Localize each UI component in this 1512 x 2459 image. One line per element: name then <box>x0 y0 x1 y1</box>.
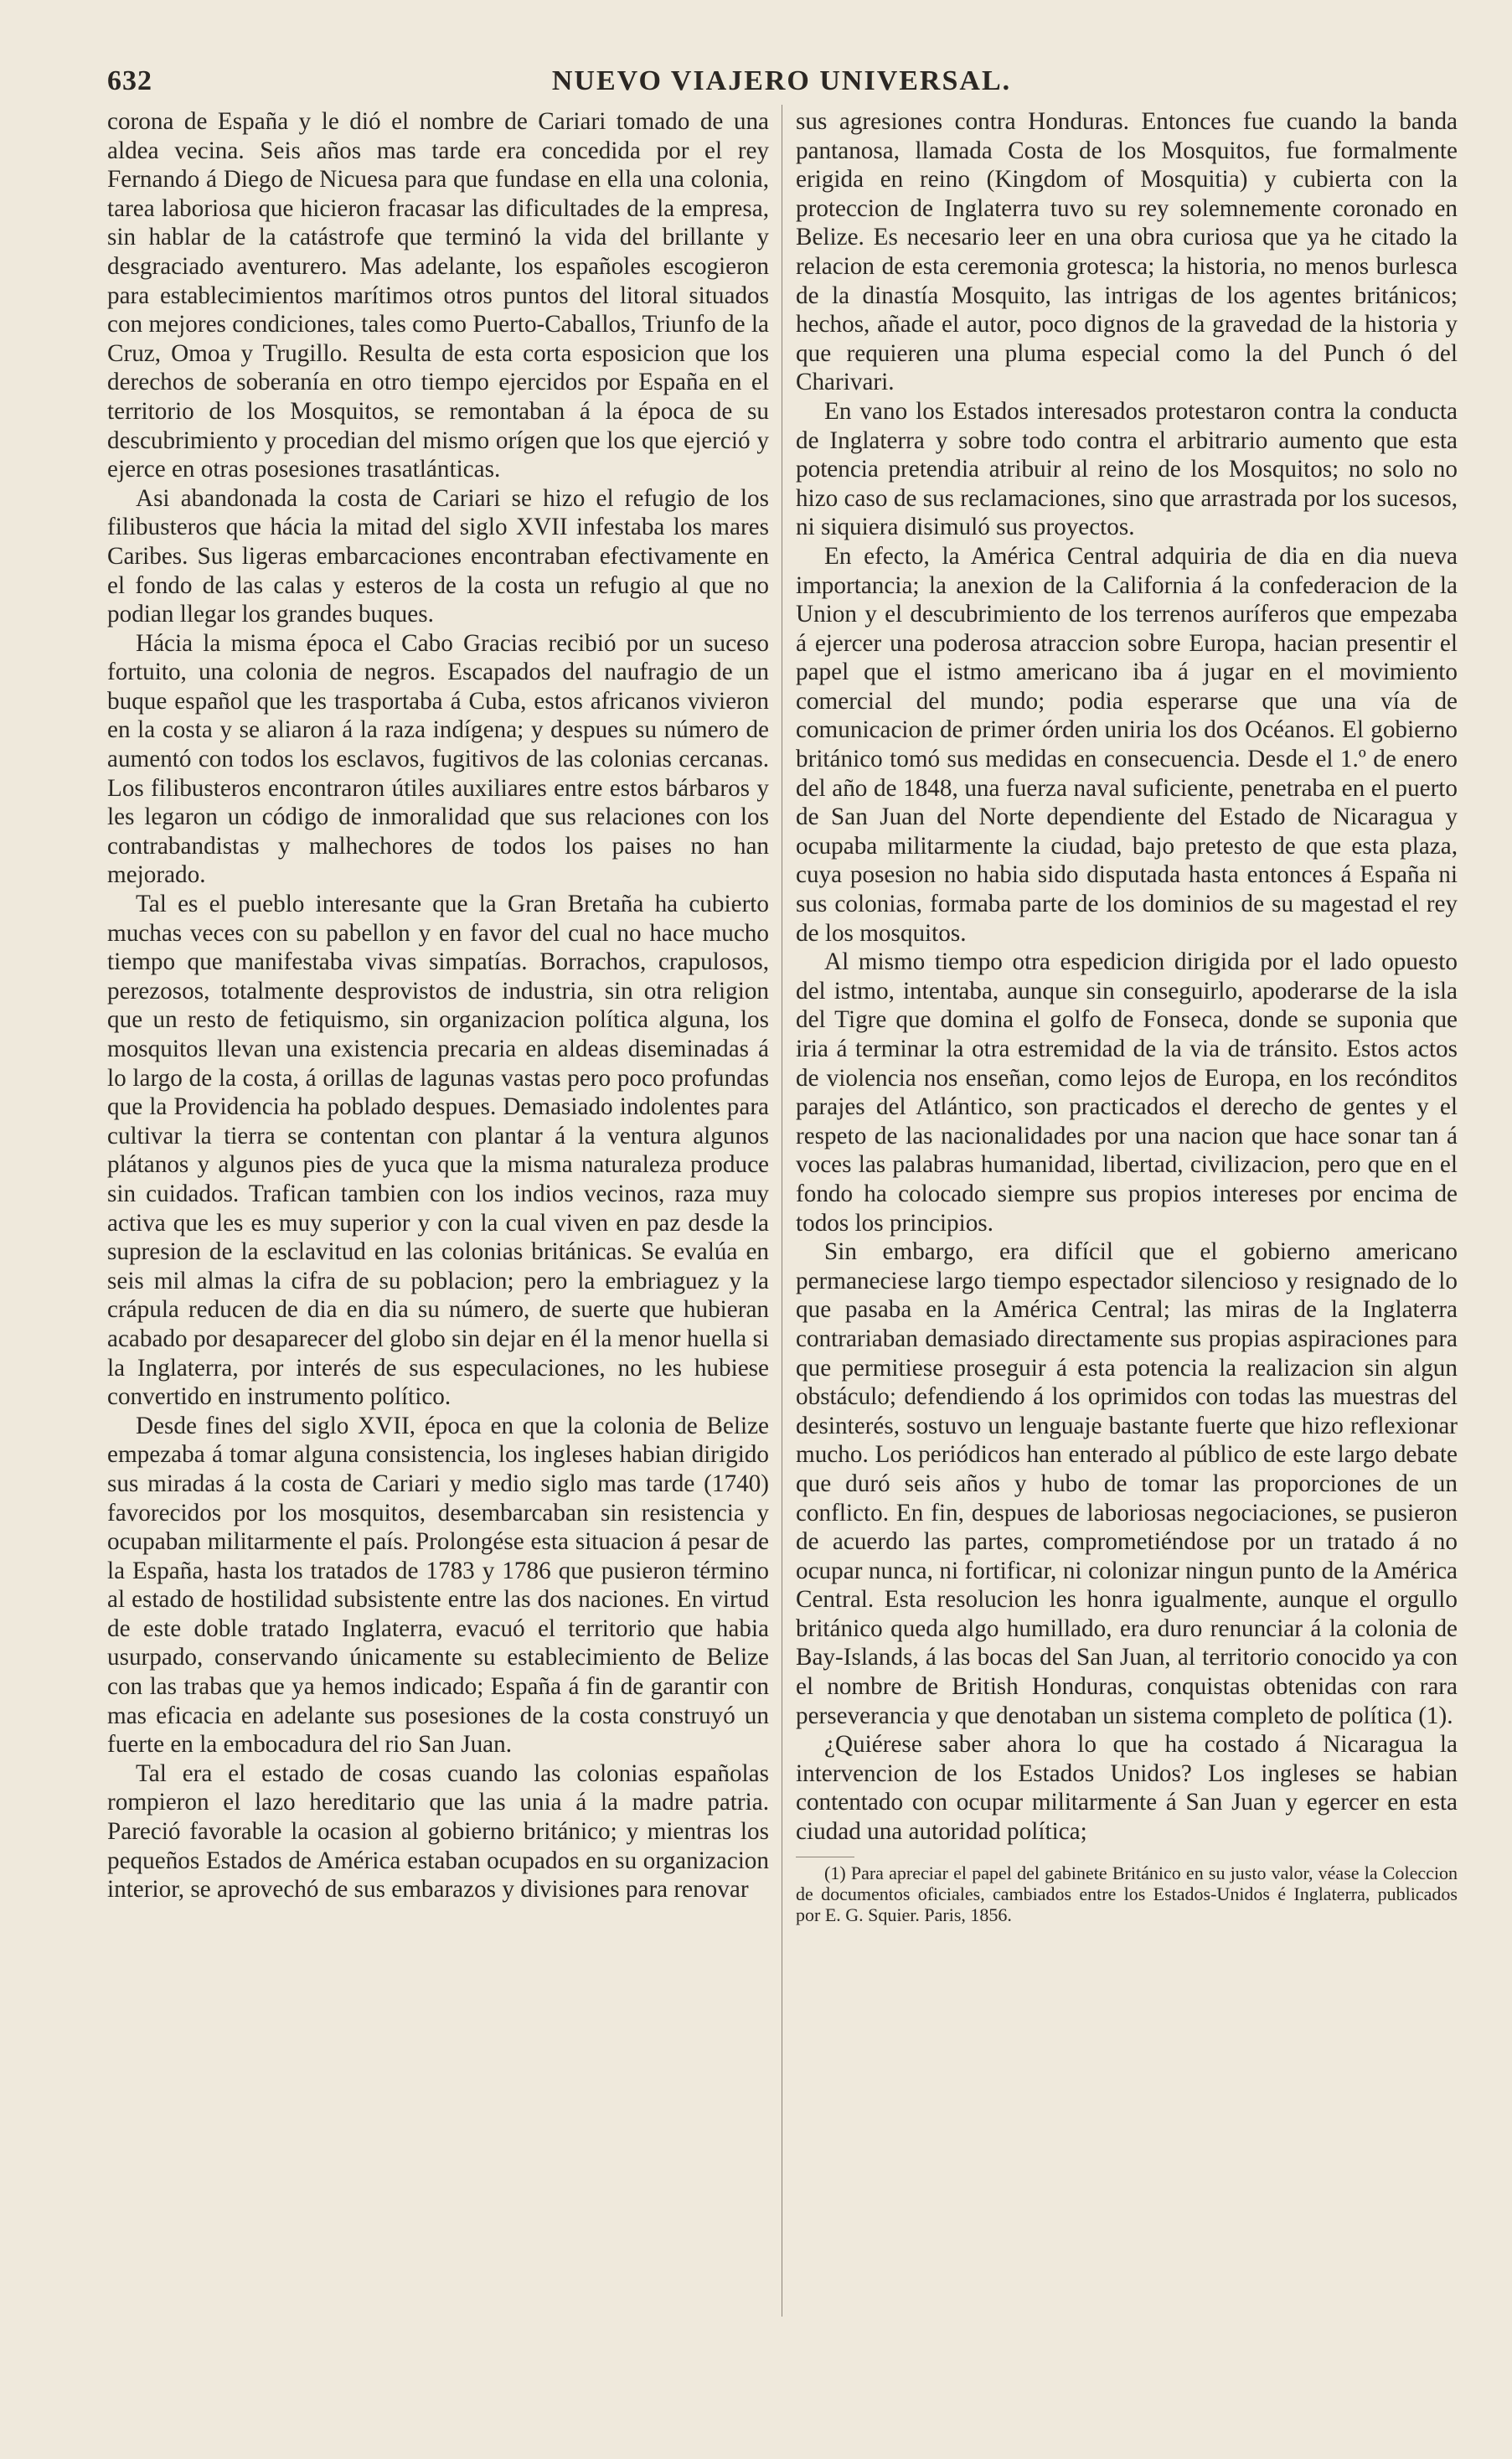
paragraph: En efecto, la América Central adquiria de dia en dia nueva importancia; la anexion de la California á la confederacion de la Union y el descubrimiento de los terrenos auríferos que empezaba á ejercer una poderosa atraccion sobre Europa, hacian presentir el papel que el istmo americano iba á jugar en el movimiento comercial del mundo; podia esperarse que una vía de comunicacion de primer órden uniria los dos Océanos. El gobierno británico tomó sus medidas en consecuencia. Desde el 1.º de enero del año de 1848, una fuerza naval suficiente, penetraba en el puerto de San Juan del Norte dependiente del Estado de Nicaragua y ocupaba militarmente la ciudad, bajo pretesto de que esta plaza, cuya posesion no habia sido disputada hasta entonces á España ni sus colonias, formaba parte de los dominios de su magestad el rey de los mosquitos. <box>796 542 1458 947</box>
paragraph: sus agresiones contra Honduras. Entonces fue cuando la banda pantanosa, llamada Costa de los Mosquitos, fue formalmente erigida en reino (Kingdom of Mosquitia) y cubierta con la proteccion de Inglaterra tuvo su rey solemnemente coronado en Belize. Es necesario leer en una obra curiosa que ya he citado la relacion de esta ceremonia grotesca; la historia, no menos burlesca de la dinastía Mosquito, las intrigas de los agentes británicos; hechos, añade el autor, poco dignos de la gravedad de la historia y que requieren una pluma especial como la del Punch ó del Charivari. <box>796 108 1458 396</box>
page-header <box>107 65 1456 102</box>
paragraph: ¿Quiérese saber ahora lo que ha costado á Nicaragua la intervencion de los Estados Unidos? Los ingleses se habian contentado con ocupar militarmente á San Juan y egercer en esta ciudad una autoridad política; <box>796 1731 1458 1846</box>
running-title: NUEVO VIAJERO UNIVERSAL. <box>551 65 1012 96</box>
paragraph: Tal es el pueblo interesante que la Gran Bretaña ha cubierto muchas veces con su pabellon y en favor del cual no hace mucho tiempo que manifestaba vivas simpatías. Borrachos, crapulosos, perezosos, totalmente desprovistos de industria, sin otra religion que un resto de fetiquismo, sin organizacion política alguna, los mosquitos llevan una existencia precaria en aldeas diseminadas á lo largo de la costa, á orillas de lagunas vastas pero poco profundas que la Providencia ha poblado despues. Demasiado indolentes para cultivar la tierra se contentan con plantar á la ventura algunos plátanos y algunos pies de yuca que la misma naturaleza produce sin cuidados. Trafican tambien con los indios vecinos, raza muy activa que les es muy superior y con la cual viven en paz desde la supresion de la esclavitud en las colonias británicas. Se evalúa en seis mil almas la cifra de su poblacion; pero la embriaguez y la crápula reducen de dia en dia su número, de suerte que hubieran acabado por desaparecer del globo sin dejar en él la menor huella si la Inglaterra, por interés de sus especulaciones, no les hubiese convertido en instrumento político. <box>107 891 769 1411</box>
footnote: (1) Para apreciar el papel del gabinete Británico en su justo valor, véase la Coleccion de documentos oficiales, cambiados entre los Estados-Unidos é Inglaterra, publicados por E. G. Squier. Paris, 1856. <box>796 1862 1458 1925</box>
paragraph: Tal era el estado de cosas cuando las colonias españolas rompieron el lazo hereditario que las unia á la madre patria. Pareció favorable la ocasion al gobierno británico; y mientras los pequeños Estados de América estaban ocupados en su organizacion interior, se aprovechó de sus embarazos y divisiones para renovar <box>107 1759 769 1904</box>
paragraph: Al mismo tiempo otra espedicion dirigida por el lado opuesto del istmo, intentaba, aunque sin conseguirlo, apoderarse de la isla del Tigre que domina el golfo de Fonseca, donde se suponia que iria á terminar la otra estremidad de la via de tránsito. Estos actos de violencia nos enseñan, como lejos de Europa, en los recónditos parajes del Atlántico, son practicados el derecho de gentes y el respeto de las nacionalidades por una nacion que hace sonar tan á voces las palabras humanidad, libertad, civilizacion, pero que en el fondo ha colocado siempre sus propios intereses por encima de todos los principios. <box>796 948 1458 1237</box>
paragraph: En vano los Estados interesados protestaron contra la conducta de Inglaterra y sobre todo contra el arbitrario aumento que esta potencia pretendia atribuir al reino de los Mosquitos; no solo no hizo caso de sus reclamaciones, sino que arrastrada por los sucesos, ni siquiera disimuló sus proyectos. <box>796 397 1458 541</box>
paragraph: Desde fines del siglo XVII, época en que la colonia de Belize empezaba á tomar alguna consistencia, los ingleses habian dirigido sus miradas á la costa de Cariari y medio siglo mas tarde (1740) favorecidos por los mosquitos, desembarcaban sin resistencia y ocupaban militarmente el país. Prolongése esta situacion á pesar de la España, hasta los tratados de 1783 y 1786 que pusieron término al estado de hostilidad subsistente entre las dos naciones. En virtud de este doble tratado Inglaterra, evacuó el territorio que habia usurpado, conservando únicamente su establecimiento de Belize con las trabas que ya hemos indicado; España á fin de garantir con mas eficacia en adelante sus posesiones de la costa construyó un fuerte en la embocadura del rio San Juan. <box>107 1412 769 1759</box>
paragraph: corona de España y le dió el nombre de Cariari tomado de una aldea vecina. Seis años mas tarde era concedida por el rey Fernando á Diego de Nicuesa para que fundase en ella una colonia, tarea laboriosa que hicieron fracasar las dificultades de la empresa, sin hablar de la catástrofe que terminó la vida del brillante y desgraciado aventurero. Mas adelante, los españoles escogieron para establecimientos marítimos otros puntos del litoral situados con mejores condiciones, tales como Puerto-Caballos, Triunfo de la Cruz, Omoa y Trugillo. Resulta de esta corta esposicion que los derechos de soberanía en otro tiempo ejercidos por España en el territorio de los Mosquitos, se remontaban á la época de su descubrimiento y procedian del mismo orígen que los que ejerció y ejerce en otras posesiones trasatlánticas. <box>107 108 769 483</box>
right-column <box>796 107 1458 2445</box>
page-number: 632 <box>107 65 152 96</box>
paragraph: Asi abandonada la costa de Cariari se hizo el refugio de los filibusteros que hácia la mitad del siglo XVII infestaba los mares Caribes. Sus ligeras embarcaciones encontraban efectivamente en el fondo de las calas y esteros de la costa un refugio al que no podian llegar los grandes buques. <box>107 484 769 628</box>
paragraph: Sin embargo, era difícil que el gobierno americano permaneciese largo tiempo espectador silencioso y resignado de lo que pasaba en la América Central; las miras de la Inglaterra contrariaban demasiado directamente sus propias aspiraciones para que permitiese proseguir á esta potencia la realizacion sin algun obstáculo; defendiendo á los oprimidos con todas las muestras del desinterés, sostuvo un lenguaje bastante fuerte que hizo reflexionar mucho. Los periódicos han enterado al público de este largo debate que duró seis años y hubo de tomar las proporciones de un conflicto. En fin, despues de laboriosas negociaciones, se pusieron de acuerdo las partes, comprometiéndose por un tratado á no ocupar nunca, ni fortificar, ni colonizar ningun punto de la América Central. Esta resolucion les honra igualmente, aunque el orgullo británico queda algo humillado, era duro renunciar á la colonia de Bay-Islands, á las bocas del San Juan, al territorio conocido ya con el nombre de British Honduras, conquistas obtenidas con rara perseverancia y que denotaban un sistema completo de política (1). <box>796 1238 1458 1729</box>
paragraph: Hácia la misma época el Cabo Gracias recibió por un suceso fortuito, una colonia de negros. Escapados del naufragio de un buque español que les trasportaba á Cuba, estos africanos vivieron en la costa y se aliaron á la raza indígena; y despues su número de aumentó con todos los esclavos, fugitivos de las colonias cercanas. Los filibusteros encontraron útiles auxiliares entre estos bárbaros y les legaron un código de inmoralidad que sus relaciones con los contrabandistas y malhechores de todos los paises no han mejorado. <box>107 629 769 889</box>
left-column <box>107 107 769 2445</box>
